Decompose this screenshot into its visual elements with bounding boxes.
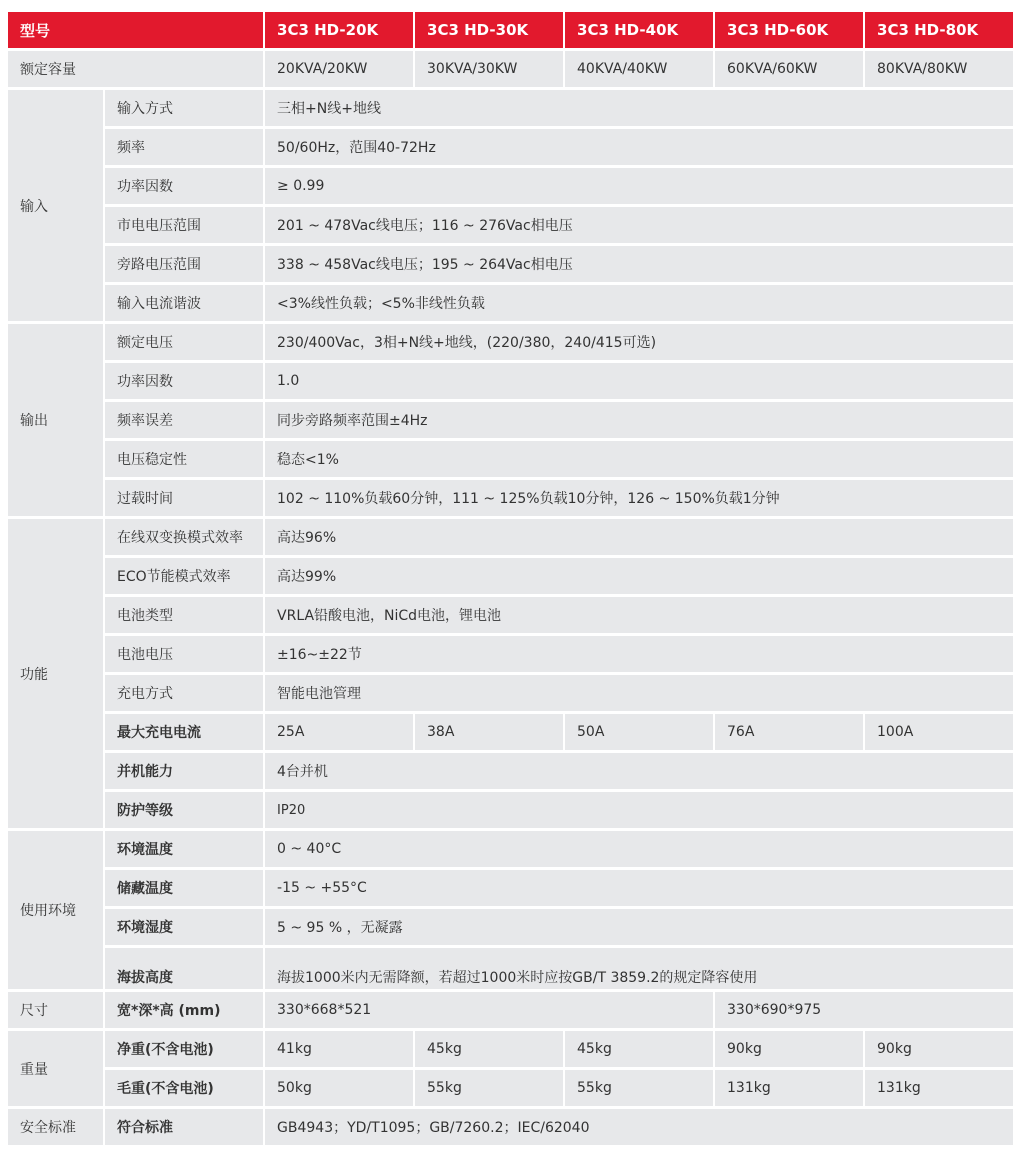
table-row (8, 948, 1015, 992)
row-label: 宽*深*高 (mm) (105, 992, 265, 1031)
table-row (8, 168, 1015, 207)
row-value: 高达99% (265, 558, 1015, 597)
row-value: 102 ~ 110%负载60分钟，111 ~ 125%负载10分钟，126 ~ 150%负载1分钟 (265, 480, 1015, 519)
row-value: 45kg (565, 1031, 715, 1070)
table-row (8, 675, 1015, 714)
row-label: 防护等级 (105, 792, 265, 831)
row-value: 330*690*975 (715, 992, 1015, 1031)
row-value: 55kg (415, 1070, 565, 1109)
capacity-value: 30KVA/30KW (415, 51, 565, 90)
row-value: 50kg (265, 1070, 415, 1109)
table-row (8, 90, 1015, 129)
table-row (8, 1031, 1015, 1070)
row-value: 智能电池管理 (265, 675, 1015, 714)
row-label: 电池类型 (105, 597, 265, 636)
group-safety: 安全标准 (8, 1109, 105, 1148)
row-label: 海拔高度 (105, 948, 265, 992)
row-label: 电压稳定性 (105, 441, 265, 480)
table-row (8, 324, 1015, 363)
header-row (8, 12, 1015, 51)
table-row (8, 1109, 1015, 1148)
row-value: 41kg (265, 1031, 415, 1070)
row-value: ≥ 0.99 (265, 168, 1015, 207)
table-row (8, 129, 1015, 168)
row-label: 净重(不含电池) (105, 1031, 265, 1070)
row-value: 201 ~ 478Vac线电压；116 ~ 276Vac相电压 (265, 207, 1015, 246)
table-row (8, 714, 1015, 753)
row-value: 330*668*521 (265, 992, 715, 1031)
row-value: 同步旁路频率范围±4Hz (265, 402, 1015, 441)
row-value: IP20 (265, 792, 1015, 831)
row-value: 55kg (565, 1070, 715, 1109)
row-value: 90kg (865, 1031, 1015, 1070)
row-value: <3%线性负载；<5%非线性负载 (265, 285, 1015, 324)
row-label: 功率因数 (105, 168, 265, 207)
row-value: 高达96% (265, 519, 1015, 558)
row-label: 频率误差 (105, 402, 265, 441)
model-col-header: 3C3 HD-40K (565, 12, 715, 51)
row-label: ECO节能模式效率 (105, 558, 265, 597)
row-value: 海拔1000米内无需降额，若超过1000米时应按GB/T 3859.2的规定降容使用 (265, 948, 1015, 992)
row-value: 50/60Hz，范围40-72Hz (265, 129, 1015, 168)
table-row (8, 792, 1015, 831)
row-label: 充电方式 (105, 675, 265, 714)
row-label: 毛重(不含电池) (105, 1070, 265, 1109)
table-row (8, 363, 1015, 402)
row-value: 25A (265, 714, 415, 753)
model-col-header: 3C3 HD-20K (265, 12, 415, 51)
row-value: 三相+N线+地线 (265, 90, 1015, 129)
group-environment: 使用环境 (8, 831, 105, 992)
row-label: 在线双变换模式效率 (105, 519, 265, 558)
row-value: 5 ~ 95 % ，无凝露 (265, 909, 1015, 948)
row-label: 储藏温度 (105, 870, 265, 909)
row-label: 旁路电压范围 (105, 246, 265, 285)
row-label: 市电电压范围 (105, 207, 265, 246)
row-value: 45kg (415, 1031, 565, 1070)
row-value: -15 ~ +55°C (265, 870, 1015, 909)
group-output: 输出 (8, 324, 105, 519)
row-value: 90kg (715, 1031, 865, 1070)
row-value: 338 ~ 458Vac线电压；195 ~ 264Vac相电压 (265, 246, 1015, 285)
table-row (8, 441, 1015, 480)
table-row (8, 558, 1015, 597)
spec-table (8, 12, 1015, 1148)
table-row (8, 1070, 1015, 1109)
capacity-row (8, 51, 1015, 90)
row-value: 131kg (715, 1070, 865, 1109)
table-row (8, 285, 1015, 324)
table-row (8, 402, 1015, 441)
row-label: 频率 (105, 129, 265, 168)
row-value: 100A (865, 714, 1015, 753)
table-row (8, 597, 1015, 636)
table-row (8, 753, 1015, 792)
capacity-value: 60KVA/60KW (715, 51, 865, 90)
group-function: 功能 (8, 519, 105, 831)
capacity-label: 额定容量 (8, 51, 265, 90)
table-row (8, 246, 1015, 285)
row-label: 过载时间 (105, 480, 265, 519)
model-col-header: 3C3 HD-80K (865, 12, 1015, 51)
row-value: 0 ~ 40°C (265, 831, 1015, 870)
row-value: 稳态<1% (265, 441, 1015, 480)
row-label: 功率因数 (105, 363, 265, 402)
row-label: 额定电压 (105, 324, 265, 363)
row-value: 4台并机 (265, 753, 1015, 792)
capacity-value: 40KVA/40KW (565, 51, 715, 90)
row-value: 131kg (865, 1070, 1015, 1109)
table-row (8, 909, 1015, 948)
row-value: ±16~±22节 (265, 636, 1015, 675)
row-value: 50A (565, 714, 715, 753)
row-value: GB4943；YD/T1095；GB/7260.2；IEC/62040 (265, 1109, 1015, 1148)
group-dimensions: 尺寸 (8, 992, 105, 1031)
group-weight: 重量 (8, 1031, 105, 1109)
model-col-header: 3C3 HD-30K (415, 12, 565, 51)
table-row (8, 992, 1015, 1031)
row-label: 输入方式 (105, 90, 265, 129)
row-label: 符合标准 (105, 1109, 265, 1148)
row-value: 76A (715, 714, 865, 753)
row-label: 电池电压 (105, 636, 265, 675)
table-row (8, 480, 1015, 519)
row-value: 38A (415, 714, 565, 753)
capacity-value: 80KVA/80KW (865, 51, 1015, 90)
table-row (8, 870, 1015, 909)
table-row (8, 207, 1015, 246)
row-label: 环境温度 (105, 831, 265, 870)
row-label: 环境湿度 (105, 909, 265, 948)
table-row (8, 636, 1015, 675)
group-input: 输入 (8, 90, 105, 324)
row-label: 输入电流谐波 (105, 285, 265, 324)
model-col-header: 3C3 HD-60K (715, 12, 865, 51)
row-label: 最大充电电流 (105, 714, 265, 753)
capacity-value: 20KVA/20KW (265, 51, 415, 90)
row-value: 230/400Vac，3相+N线+地线，(220/380，240/415可选) (265, 324, 1015, 363)
row-label: 并机能力 (105, 753, 265, 792)
model-label: 型号 (8, 12, 265, 51)
row-value: 1.0 (265, 363, 1015, 402)
row-value: VRLA铅酸电池，NiCd电池，锂电池 (265, 597, 1015, 636)
table-row (8, 519, 1015, 558)
table-row (8, 831, 1015, 870)
